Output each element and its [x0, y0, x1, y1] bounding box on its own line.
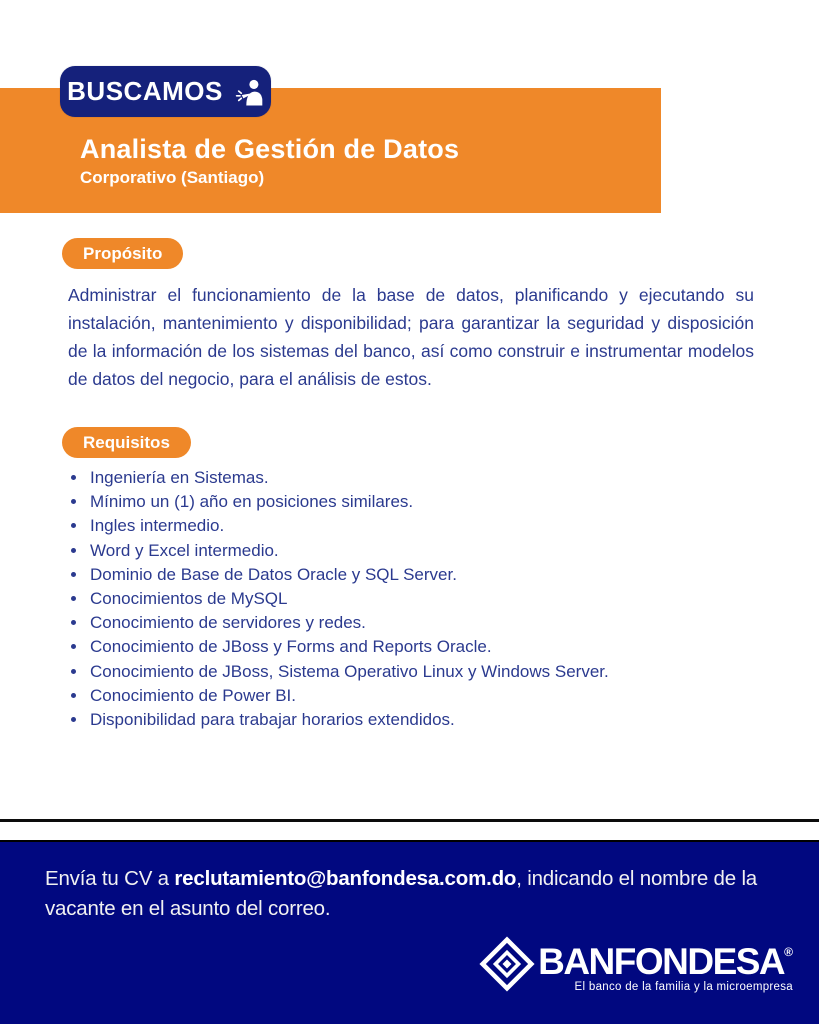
cv-instructions-prefix: Envía tu CV a	[45, 867, 175, 890]
brand-wordmark: BANFONDESA®	[538, 941, 793, 982]
list-item: • Disponibilidad para trabajar horarios extendidos.	[88, 708, 738, 732]
list-item: • Dominio de Base de Datos Oracle y SQL Server.	[88, 563, 738, 587]
list-item: • Ingles intermedio.	[88, 514, 738, 538]
cv-instructions	[45, 864, 757, 924]
diamond-logo-icon	[478, 935, 536, 993]
list-item: • Conocimiento de JBoss y Forms and Reports Oracle.	[88, 635, 738, 659]
cv-instructions-suffix: , indicando el nombre de la vacante en el asunto del correo.	[45, 867, 757, 920]
divider-line	[0, 819, 819, 822]
brand-tagline: El banco de la familia y la microempresa	[574, 981, 793, 993]
list-item: • Word y Excel intermedio.	[88, 539, 738, 563]
page-subtitle: Corporativo (Santiago)	[80, 168, 265, 187]
section-badge-proposito: Propósito	[62, 238, 183, 269]
banfondesa-logo	[478, 934, 793, 993]
list-item: • Conocimiento de JBoss, Sistema Operativo Linux y Windows Server.	[88, 660, 738, 684]
footer	[0, 840, 819, 1024]
announcer-person-icon	[232, 78, 264, 106]
buscamos-badge	[60, 66, 271, 117]
logo-text	[538, 934, 793, 993]
section-badge-requisitos: Requisitos	[62, 427, 191, 458]
list-item: • Conocimientos de MySQL	[88, 587, 738, 611]
purpose-paragraph: Administrar el funcionamiento de la base de datos, planificando y ejecutando su instalación, mantenimiento y disponibilidad; para garantizar la seguridad y disposición de la información de los sistemas del banco, así como construir e instrumentar modelos de datos del negocio, para el análisis de estos.	[68, 285, 754, 389]
registered-mark: ®	[784, 945, 793, 959]
email-link[interactable]: reclutamiento@banfondesa.com.do	[174, 867, 517, 890]
requirements-list	[66, 466, 738, 732]
list-item: • Conocimiento de servidores y redes.	[88, 611, 738, 635]
page-title: Analista de Gestión de Datos	[80, 134, 460, 164]
list-item: • Conocimiento de Power BI.	[88, 684, 738, 708]
list-item: • Ingeniería en Sistemas.	[88, 466, 738, 490]
buscamos-badge-label: BUSCAMOS	[67, 76, 223, 106]
list-item: • Mínimo un (1) año en posiciones similares.	[88, 490, 738, 514]
